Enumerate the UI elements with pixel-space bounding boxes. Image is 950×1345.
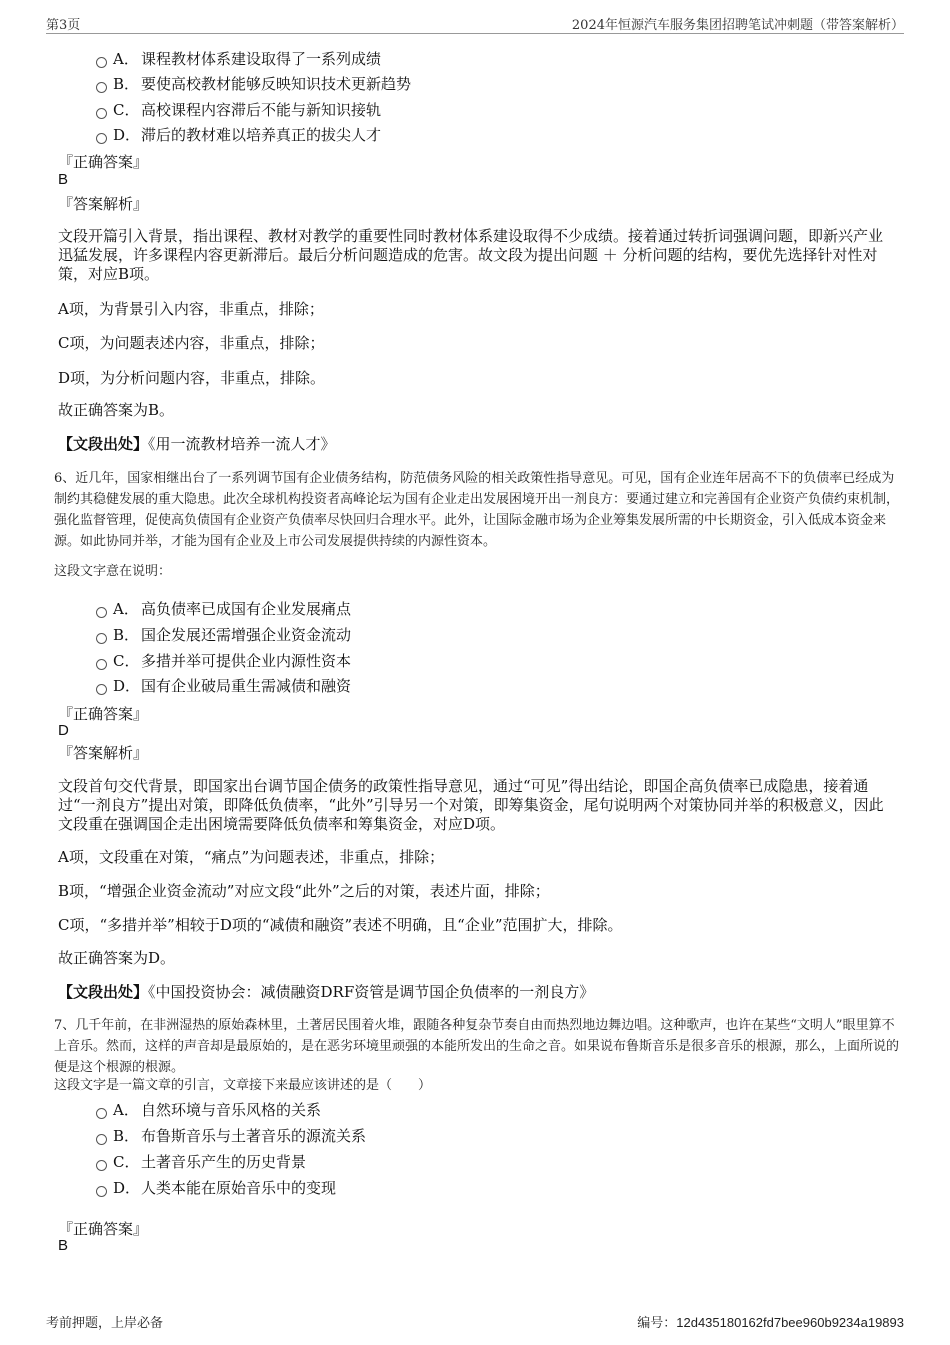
q6-question: 这段文字意在说明： — [54, 564, 172, 579]
q7-option-c[interactable]: C． 土著音乐产生的历史背景 — [96, 1151, 306, 1172]
radio-icon[interactable] — [96, 1160, 107, 1171]
q5-note-c: C项，为问题表述内容，非重点，排除； — [58, 334, 325, 352]
page-number: 第3页 — [46, 18, 81, 33]
q6-source: 【文段出处】《中国投资协会：减债融资DRF资管是调节国企负债率的一剂良方》 — [58, 983, 595, 1001]
q6-analysis-label: 『答案解析』 — [58, 744, 149, 762]
q6-stem: 6、近几年，国家相继出台了一系列调节国有企业债务结构，防范债务风险的相关政策性指导意见。可见，国有企业连年居高不下的负债率已经成为制约其稳健发展的重大隐患。此次全球机构投资者高峰论坛为国有企业走出发展困境开出一剂良方：要通过建立和完善国有企业资产负债约束机制，强化监督管理，促使高负债国有企业资产负债率尽快回归合理水平。此外，让国际金融市场为企业筹集发展所需的中长期资金，引入低成本资金来源。如此协同并举，才能为国有企业及上市公司发展提供持续的内源性资本。 — [54, 471, 900, 549]
q5-option-a[interactable]: A． 课程教材体系建设取得了一系列成绩 — [96, 48, 381, 69]
q6-answer-label: 『正确答案』 — [58, 705, 149, 723]
page-footer — [46, 1312, 904, 1332]
q7-option-a[interactable]: A． 自然环境与音乐风格的关系 — [96, 1099, 321, 1120]
q5-option-d[interactable]: D．滞后的教材难以培养真正的拔尖人才 — [96, 124, 381, 145]
q6-note-c: C项，“多措并举”相较于D项的“减债和融资”表述不明确，且“企业”范围扩大，排除。 — [58, 916, 623, 934]
radio-icon[interactable] — [96, 1186, 107, 1197]
footer-slogan: 考前押题，上岸必备 — [46, 1316, 164, 1331]
q7-option-d[interactable]: D．人类本能在原始音乐中的变现 — [96, 1177, 336, 1198]
header-divider — [46, 33, 904, 34]
radio-icon[interactable] — [96, 57, 107, 68]
q7-stem: 7、几千年前，在非洲湿热的原始森林里，土著居民围着火堆，跟随各种复杂节奏自由而热烈地边舞边唱。这种歌声，也许在某些“文明人”眼里算不上音乐。然而，这样的声音却是最原始的，是在恶劣环境里顽强的本能所发出的生命之音。如果说布鲁斯音乐是很多音乐的根源，那么，上面所说的便是这个根源的根源。 — [54, 1018, 900, 1075]
q5-option-c[interactable]: C． 高校课程内容滞后不能与新知识接轨 — [96, 99, 381, 120]
radio-icon[interactable] — [96, 82, 107, 93]
document-id: 编号：12d435180162fd7bee960b9234a19893 — [637, 1315, 904, 1331]
q6-analysis: 文段首句交代背景，即国家出台调节国企债务的政策性指导意见，通过“可见”得出结论，即国企高负债率已成隐患，接着通过“一剂良方”提出对策，即降低负债率，“此外”引导另一个对策，即筹集资金，尾句说明两个对策协同并举的积极意义，因此文段重在强调国企走出困境需要降低负债率和筹集资金，对应D项。 — [58, 777, 884, 833]
q6-conclusion: 故正确答案为D。 — [58, 949, 176, 967]
q6-answer: D — [58, 722, 69, 739]
q6-option-d[interactable]: D．国有企业破局重生需减债和融资 — [96, 675, 351, 696]
q5-analysis-label: 『答案解析』 — [58, 195, 149, 213]
q7-answer: B — [58, 1237, 69, 1254]
q6-note-b: B项，“增强企业资金流动”对应文段“此外”之后的对策，表述片面，排除； — [58, 882, 550, 900]
radio-icon[interactable] — [96, 659, 107, 670]
q7-question: 这段文字是一篇文章的引言，文章接下来最应该讲述的是（ ） — [54, 1078, 432, 1093]
q5-note-a: A项，为背景引入内容，非重点，排除； — [58, 300, 324, 318]
q5-source: 【文段出处】《用一流教材培养一流人才》 — [58, 435, 336, 453]
q7-answer-label: 『正确答案』 — [58, 1220, 149, 1238]
document-title: 2024年恒源汽车服务集团招聘笔试冲刺题（带答案解析） — [571, 18, 904, 33]
q6-note-a: A项，文段重在对策，“痛点”为问题表述，非重点，排除； — [58, 848, 445, 866]
q5-answer: B — [58, 171, 69, 188]
q6-option-a[interactable]: A． 高负债率已成国有企业发展痛点 — [96, 598, 351, 619]
q6-option-b[interactable]: B． 国企发展还需增强企业资金流动 — [96, 624, 351, 645]
radio-icon[interactable] — [96, 1134, 107, 1145]
radio-icon[interactable] — [96, 1108, 107, 1119]
radio-icon[interactable] — [96, 108, 107, 119]
radio-icon[interactable] — [96, 607, 107, 618]
radio-icon[interactable] — [96, 684, 107, 695]
q6-option-c[interactable]: C． 多措并举可提供企业内源性资本 — [96, 650, 351, 671]
page-header — [46, 14, 904, 34]
q5-answer-label: 『正确答案』 — [58, 153, 149, 171]
q7-option-b[interactable]: B． 布鲁斯音乐与土著音乐的源流关系 — [96, 1125, 366, 1146]
radio-icon[interactable] — [96, 633, 107, 644]
q5-conclusion: 故正确答案为B。 — [58, 401, 175, 419]
radio-icon[interactable] — [96, 133, 107, 144]
q5-analysis: 文段开篇引入背景，指出课程、教材对教学的重要性同时教材体系建设取得不少成绩。接着通过转折词强调问题，即新兴产业迅猛发展，许多课程内容更新滞后。最后分析问题造成的危害。故文段为提出问题 ＋ 分析问题的结构，要优先选择针对性对策，对应B项。 — [58, 227, 884, 283]
q5-option-b[interactable]: B． 要使高校教材能够反映知识技术更新趋势 — [96, 73, 411, 94]
q5-note-d: D项，为分析问题内容，非重点，排除。 — [58, 369, 326, 387]
